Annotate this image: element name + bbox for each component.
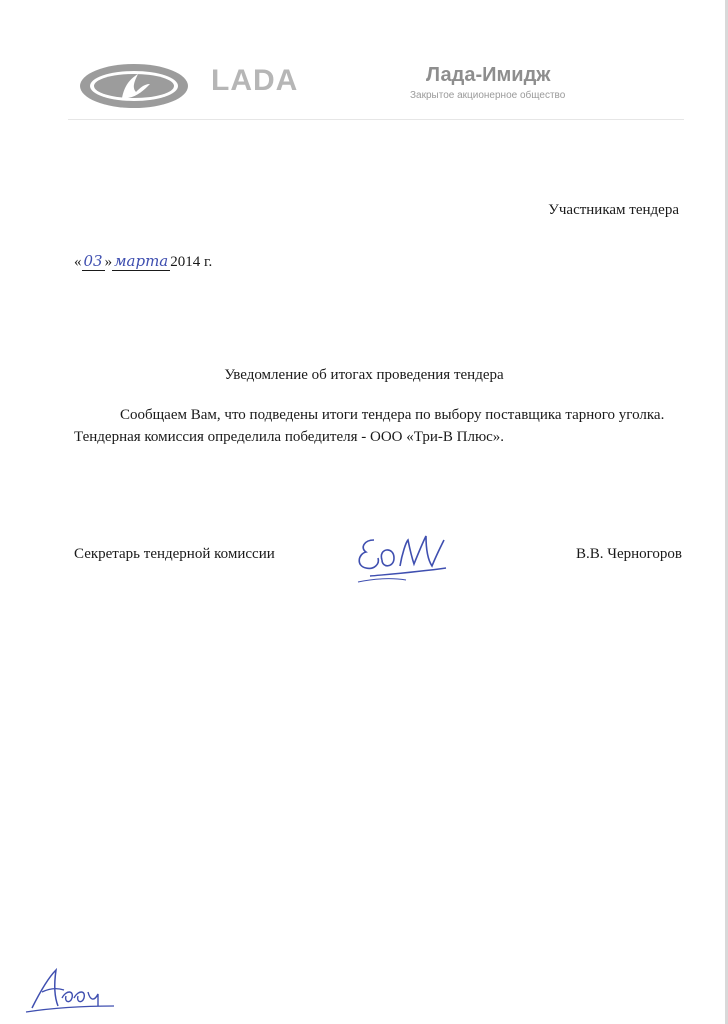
brand-text: LADA [211,64,299,97]
header-divider [68,119,684,120]
addressee: Участникам тендера [548,202,679,218]
document-date [74,252,212,271]
company-name: Лада-Имидж [426,64,551,86]
handwritten-signature-icon [348,526,458,592]
signatory-name: В.В. Черногоров [575,546,682,562]
date-month: марта [114,252,169,270]
date-open-quote: « [74,254,82,270]
date-close-quote: » [104,254,113,270]
lada-logo-icon [78,62,190,110]
document-subject: Уведомление об итогах проведения тендера [224,367,504,383]
date-year: 2014 г. [170,254,213,270]
signatory-role: Секретарь тендерной комиссии [74,546,275,562]
document-body: Сообщаем Вам, что подведены итоги тендера по выбору поставщика тарного уголка. Тендерная комиссия определила победителя - ООО «Три-В Плюс». [74,407,665,445]
company-type: Закрытое акционерное общество [410,90,566,101]
date-day: 03 [83,252,103,270]
handwritten-initials-icon [22,962,118,1018]
